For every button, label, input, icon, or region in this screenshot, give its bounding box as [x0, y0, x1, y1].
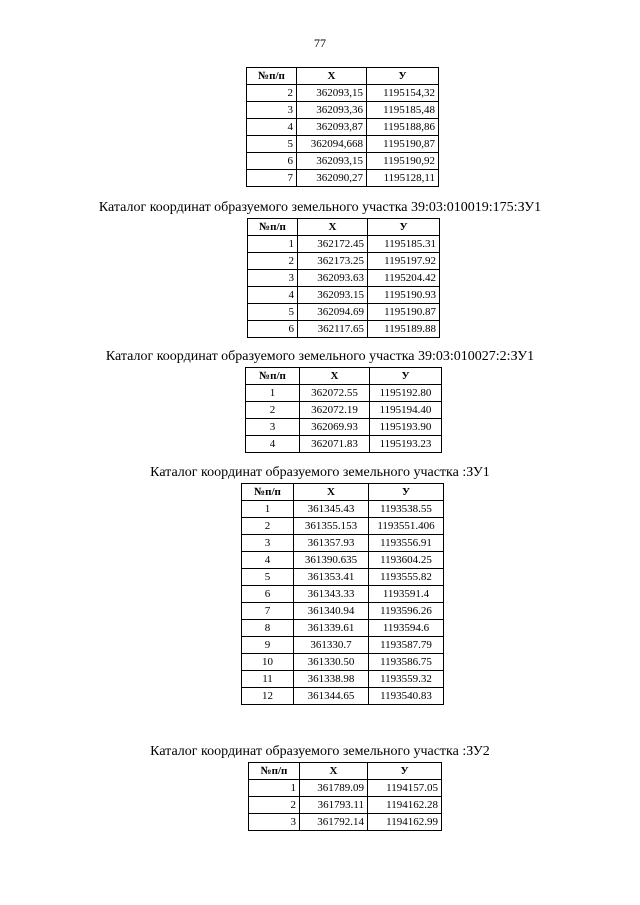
coordinates-table	[248, 762, 442, 831]
x-coordinate-cell: 361345.43	[294, 501, 369, 518]
y-coordinate-cell: 1195194.40	[370, 402, 442, 419]
y-coordinate-cell: 1193586.75	[369, 654, 444, 671]
y-coordinate-cell: 1194157.05	[368, 780, 442, 797]
point-number-cell: 5	[247, 136, 297, 153]
table-row	[242, 654, 444, 671]
table-header-row	[242, 484, 444, 501]
y-coordinate-cell: 1195188,86	[367, 119, 439, 136]
point-number-cell: 3	[246, 419, 300, 436]
x-coordinate-cell: 361793.11	[300, 797, 368, 814]
point-number-cell: 2	[247, 85, 297, 102]
point-number-cell: 3	[247, 102, 297, 119]
table-caption: Каталог координат образуемого земельного участка :ЗУ2	[150, 744, 490, 759]
column-header: №п/п	[246, 368, 300, 385]
x-coordinate-cell: 362090,27	[297, 170, 367, 187]
point-number-cell: 11	[242, 671, 294, 688]
column-header: У	[367, 68, 439, 85]
y-coordinate-cell: 1193559.32	[369, 671, 444, 688]
table-row	[242, 501, 444, 518]
x-coordinate-cell: 362093.15	[298, 287, 368, 304]
table-row	[242, 586, 444, 603]
table-row	[246, 402, 442, 419]
x-coordinate-cell: 362093,15	[297, 153, 367, 170]
x-coordinate-cell: 362071.83	[300, 436, 370, 453]
y-coordinate-cell: 1193556.91	[369, 535, 444, 552]
table-header-row	[248, 219, 440, 236]
table-caption: Каталог координат образуемого земельного участка 39:03:010019:175:ЗУ1	[98, 200, 542, 215]
x-coordinate-cell: 362173.25	[298, 253, 368, 270]
table-row	[247, 102, 439, 119]
y-coordinate-cell: 1195185,48	[367, 102, 439, 119]
y-coordinate-cell: 1193604.25	[369, 552, 444, 569]
table-row	[247, 136, 439, 153]
point-number-cell: 5	[248, 304, 298, 321]
table-row	[248, 253, 440, 270]
table-row	[242, 569, 444, 586]
table-row	[247, 153, 439, 170]
x-coordinate-cell: 361338.98	[294, 671, 369, 688]
y-coordinate-cell: 1193551.406	[369, 518, 444, 535]
table-caption: Каталог координат образуемого земельного участка 39:03:010027:2:ЗУ1	[105, 349, 535, 364]
coordinates-table	[247, 218, 440, 338]
point-number-cell: 6	[242, 586, 294, 603]
table-row	[248, 304, 440, 321]
table-row	[249, 797, 442, 814]
x-coordinate-cell: 361789.09	[300, 780, 368, 797]
x-coordinate-cell: 362093,87	[297, 119, 367, 136]
point-number-cell: 1	[248, 236, 298, 253]
y-coordinate-cell: 1195197.92	[368, 253, 440, 270]
table-row	[248, 270, 440, 287]
y-coordinate-cell: 1195190,92	[367, 153, 439, 170]
y-coordinate-cell: 1195190,87	[367, 136, 439, 153]
x-coordinate-cell: 361340.94	[294, 603, 369, 620]
x-coordinate-cell: 361792.14	[300, 814, 368, 831]
point-number-cell: 4	[248, 287, 298, 304]
coordinates-table	[241, 483, 444, 705]
y-coordinate-cell: 1195193.90	[370, 419, 442, 436]
x-coordinate-cell: 362072.55	[300, 385, 370, 402]
column-header: №п/п	[242, 484, 294, 501]
column-header: X	[297, 68, 367, 85]
point-number-cell: 6	[247, 153, 297, 170]
y-coordinate-cell: 1193538.55	[369, 501, 444, 518]
column-header: X	[294, 484, 369, 501]
y-coordinate-cell: 1195154,32	[367, 85, 439, 102]
y-coordinate-cell: 1195204.42	[368, 270, 440, 287]
point-number-cell: 7	[242, 603, 294, 620]
coordinates-table	[245, 367, 442, 453]
y-coordinate-cell: 1195190.93	[368, 287, 440, 304]
point-number-cell: 5	[242, 569, 294, 586]
y-coordinate-cell: 1194162.99	[368, 814, 442, 831]
y-coordinate-cell: 1194162.28	[368, 797, 442, 814]
x-coordinate-cell: 362172.45	[298, 236, 368, 253]
x-coordinate-cell: 362093.63	[298, 270, 368, 287]
y-coordinate-cell: 1193591.4	[369, 586, 444, 603]
table-row	[242, 535, 444, 552]
column-header: №п/п	[249, 763, 300, 780]
y-coordinate-cell: 1195128,11	[367, 170, 439, 187]
table-row	[242, 688, 444, 705]
y-coordinate-cell: 1195190.87	[368, 304, 440, 321]
table-header-row	[249, 763, 442, 780]
x-coordinate-cell: 362093,15	[297, 85, 367, 102]
table-row	[247, 85, 439, 102]
y-coordinate-cell: 1193594.6	[369, 620, 444, 637]
point-number-cell: 4	[247, 119, 297, 136]
point-number-cell: 12	[242, 688, 294, 705]
x-coordinate-cell: 361353.41	[294, 569, 369, 586]
table-row	[242, 552, 444, 569]
column-header: X	[300, 368, 370, 385]
y-coordinate-cell: 1195189.88	[368, 321, 440, 338]
x-coordinate-cell: 361343.33	[294, 586, 369, 603]
table-header-row	[246, 368, 442, 385]
table-row	[242, 637, 444, 654]
point-number-cell: 7	[247, 170, 297, 187]
point-number-cell: 4	[246, 436, 300, 453]
column-header: У	[370, 368, 442, 385]
point-number-cell: 3	[249, 814, 300, 831]
y-coordinate-cell: 1193555.82	[369, 569, 444, 586]
point-number-cell: 2	[248, 253, 298, 270]
x-coordinate-cell: 361339.61	[294, 620, 369, 637]
x-coordinate-cell: 362093,36	[297, 102, 367, 119]
column-header: X	[298, 219, 368, 236]
point-number-cell: 6	[248, 321, 298, 338]
point-number-cell: 2	[246, 402, 300, 419]
point-number-cell: 2	[242, 518, 294, 535]
y-coordinate-cell: 1193596.26	[369, 603, 444, 620]
y-coordinate-cell: 1195192.80	[370, 385, 442, 402]
x-coordinate-cell: 361355.153	[294, 518, 369, 535]
column-header: X	[300, 763, 368, 780]
column-header: У	[369, 484, 444, 501]
table-row	[248, 321, 440, 338]
x-coordinate-cell: 361344.65	[294, 688, 369, 705]
y-coordinate-cell: 1195185.31	[368, 236, 440, 253]
table-row	[246, 419, 442, 436]
x-coordinate-cell: 362069.93	[300, 419, 370, 436]
coordinates-table	[246, 67, 439, 187]
table-caption: Каталог координат образуемого земельного участка :ЗУ1	[150, 465, 490, 480]
table-row	[249, 780, 442, 797]
point-number-cell: 1	[249, 780, 300, 797]
point-number-cell: 10	[242, 654, 294, 671]
table-row	[247, 119, 439, 136]
point-number-cell: 1	[242, 501, 294, 518]
y-coordinate-cell: 1193540.83	[369, 688, 444, 705]
point-number-cell: 2	[249, 797, 300, 814]
table-row	[248, 287, 440, 304]
column-header: У	[368, 219, 440, 236]
x-coordinate-cell: 361330.7	[294, 637, 369, 654]
column-header: №п/п	[247, 68, 297, 85]
x-coordinate-cell: 362094.69	[298, 304, 368, 321]
column-header: №п/п	[248, 219, 298, 236]
point-number-cell: 3	[242, 535, 294, 552]
x-coordinate-cell: 362117.65	[298, 321, 368, 338]
table-row	[249, 814, 442, 831]
x-coordinate-cell: 361390.635	[294, 552, 369, 569]
table-row	[248, 236, 440, 253]
point-number-cell: 9	[242, 637, 294, 654]
table-row	[247, 170, 439, 187]
table-row	[242, 620, 444, 637]
column-header: У	[368, 763, 442, 780]
table-row	[242, 671, 444, 688]
point-number-cell: 4	[242, 552, 294, 569]
table-row	[242, 603, 444, 620]
point-number-cell: 1	[246, 385, 300, 402]
point-number-cell: 8	[242, 620, 294, 637]
y-coordinate-cell: 1195193.23	[370, 436, 442, 453]
y-coordinate-cell: 1193587.79	[369, 637, 444, 654]
table-row	[242, 518, 444, 535]
table-header-row	[247, 68, 439, 85]
x-coordinate-cell: 361330.50	[294, 654, 369, 671]
point-number-cell: 3	[248, 270, 298, 287]
table-row	[246, 385, 442, 402]
page-number: 77	[314, 36, 326, 50]
table-row	[246, 436, 442, 453]
x-coordinate-cell: 362094,668	[297, 136, 367, 153]
x-coordinate-cell: 361357.93	[294, 535, 369, 552]
x-coordinate-cell: 362072.19	[300, 402, 370, 419]
